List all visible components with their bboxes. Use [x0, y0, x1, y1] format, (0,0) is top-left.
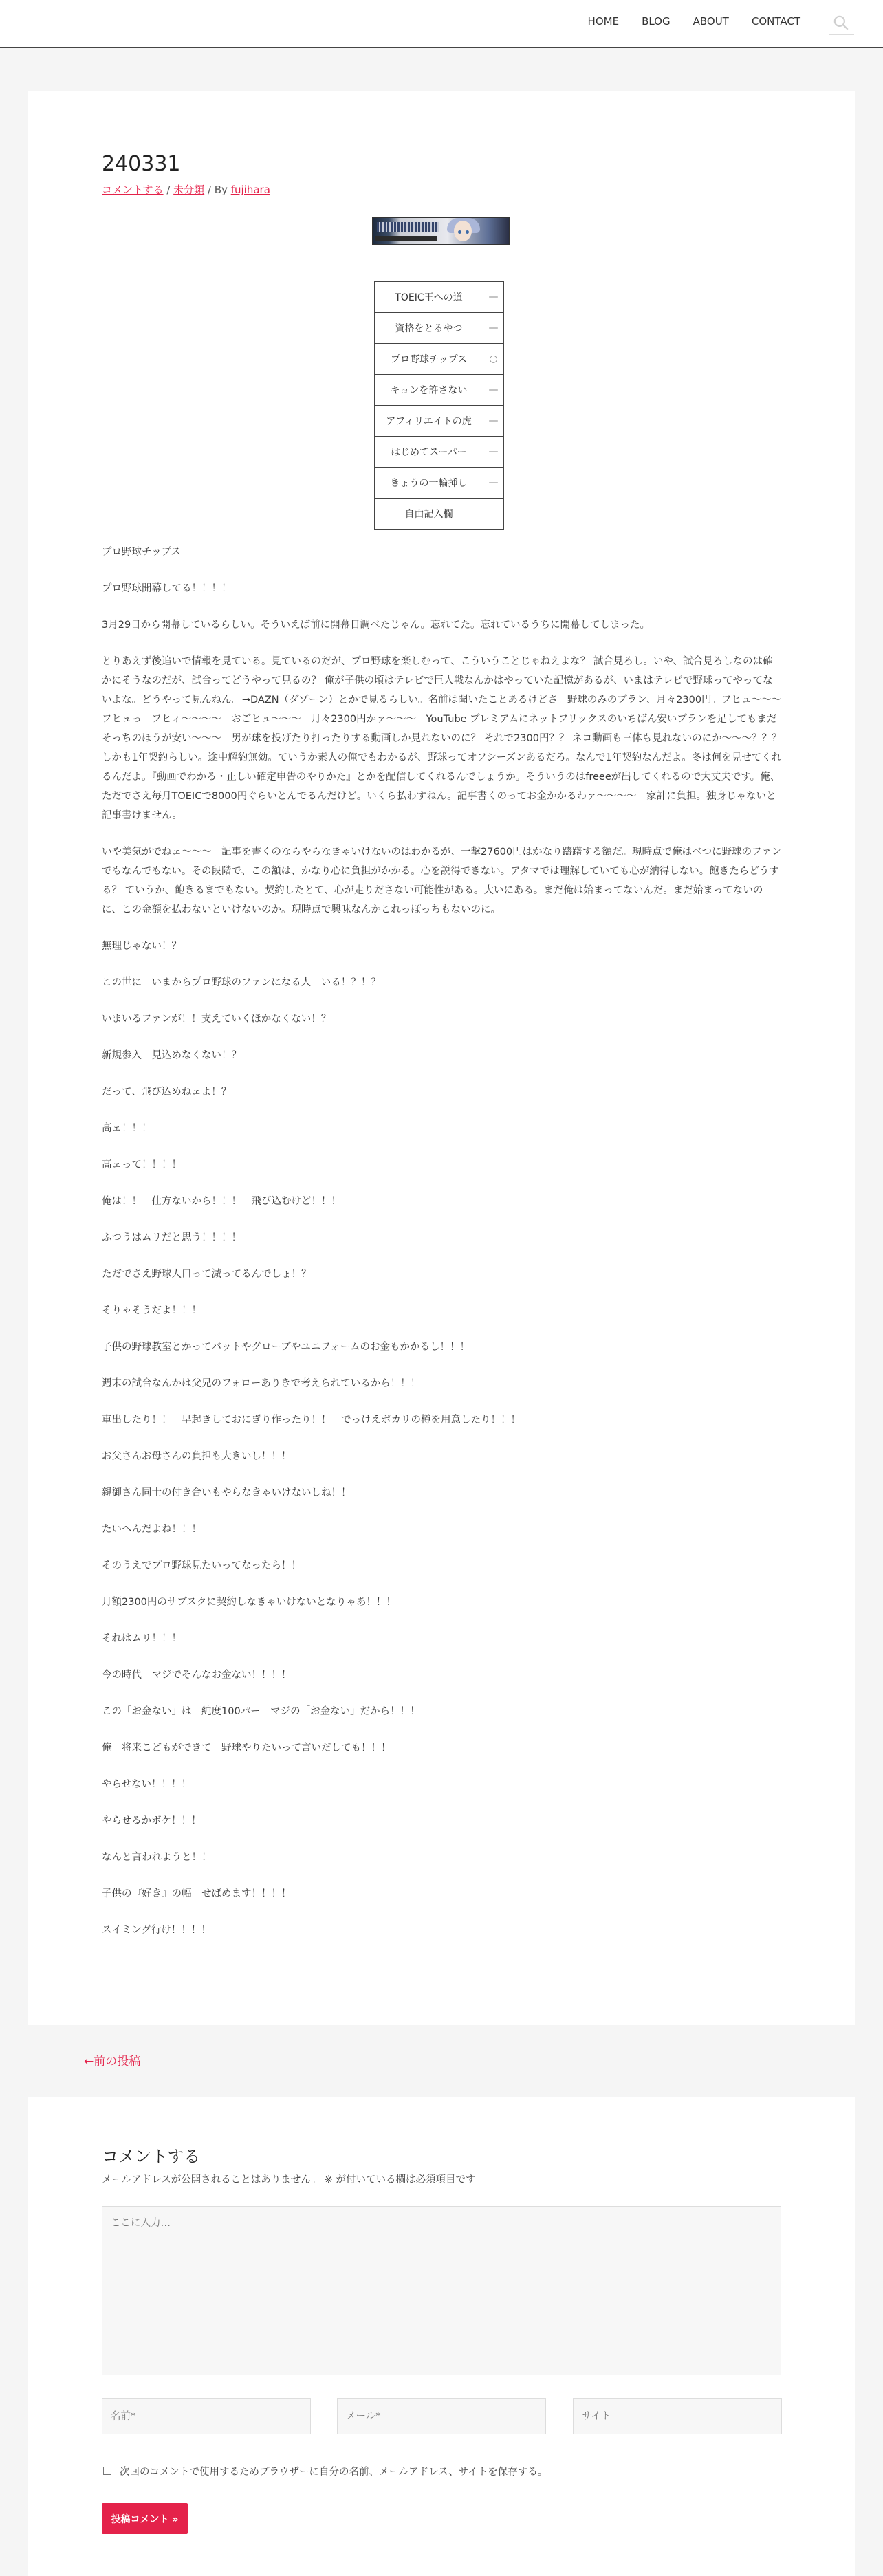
category-link[interactable]: 未分類 [173, 184, 205, 196]
body-paragraph: 高ェって！！！！ [102, 1159, 182, 1170]
body-paragraph: 子供の野球教室とかってバットやグローブやユニフォームのお金もかかるし！！！ [102, 1342, 470, 1353]
body-paragraph: 親御さん同士の付き合いもやらなきゃいけないしね！！ [102, 1487, 351, 1498]
series-name: 自由記入欄 [375, 499, 483, 530]
nav-home[interactable]: HOME [587, 15, 620, 28]
body-paragraph: とりあえず後追いで情報を見ている。見ているのだが、プロ野球を楽しむって、こういうことじゃねえよな？ 試合見ろし。いや、試合見ろしなのは確かにそうなのだが、試合ってどうやって見るの？ 俺が子供の頃はテレビで巨人戦なんかはやっていた記憶があるが、いまはテレビで野球ってやってないよな。どうやって見んねん。→DAZN（ダゾーン）とかで見るらしい。名前は聞いたことあるけどさ。野球のみのプラン、月々2300円。フヒュ〜〜〜 フヒュっ フヒィ〜〜〜〜 おごヒュ〜〜〜 月々2300円かァ〜〜〜 YouTube プレミアムにネットフリックスのいちばん安いプランを足してもまだそっちのほうが安い〜〜〜 男が球を投げたり打ったりする動画しか見れないのに？ それで2300円？？ ネコ動画も三体も見れないのにか〜〜〜？？？ しかも1年契約らしい。途中解約無効。ていうか素人の俺でもわかるが、野球ってオフシーズンあるだろ。なんで1年契約なんだよ。冬は何を見せてくれるんだよ。『動画でわかる・正しい確定申告のやりかた』とかを配信してくれるんでしょうか。そういうのはfreeeが出してくれるので大丈夫です。俺、ただでさえ毎月TOEICで8000円ぐらいとんでるんだけど。いくら払わすねん。記事書くのってお金かかるわァ〜〜〜〜 家計に負担。独身じゃないと記事書けません。 [102, 656, 792, 821]
site-field[interactable] [573, 2398, 782, 2434]
body-paragraph: なんと言われようと！！ [102, 1852, 212, 1863]
body-paragraph: 俺 将来こどもができて 野球やりたいって言いだしても！！！ [102, 1743, 391, 1754]
main-nav [588, 15, 800, 28]
series-name: TOEIC王への道 [375, 282, 483, 313]
post-title: 240331 [102, 152, 181, 176]
body-paragraph: だって、飛び込めねェよ！？ [102, 1087, 232, 1098]
body-paragraph: プロ野球チップス [102, 547, 181, 558]
comment-section [28, 2097, 855, 2576]
meta-by: / By [204, 184, 231, 196]
body-paragraph: 週末の試合なんかは父兄のフォローありきで考えられているから！！！ [102, 1378, 421, 1389]
body-paragraph: やらせるかボケ！！！ [102, 1815, 201, 1826]
series-mark: — [483, 282, 504, 313]
series-row [375, 468, 504, 499]
series-row [375, 344, 504, 375]
body-paragraph: 新規参入 見込めなくない！？ [102, 1050, 241, 1061]
body-paragraph: 俺は！！ 仕方ないから！！！ 飛び込むけど！！！ [102, 1196, 341, 1207]
series-row [375, 499, 504, 530]
submit-comment-button[interactable]: 投稿コメント » [102, 2503, 188, 2534]
series-mark [483, 499, 504, 530]
site-header [0, 0, 883, 48]
body-paragraph: そりゃそうだよ！！！ [102, 1305, 201, 1316]
nav-contact[interactable]: CONTACT [751, 15, 800, 28]
series-name: プロ野球チップス [375, 344, 483, 375]
body-paragraph: プロ野球開幕してる！！！！ [102, 583, 232, 594]
save-info-label: 次回のコメントで使用するためブラウザーに自分の名前、メールアドレス、サイトを保存する。 [120, 2467, 548, 2478]
body-paragraph: 子供の『好き』の幅 せばめます！！！！ [102, 1888, 292, 1899]
series-row [375, 313, 504, 344]
body-paragraph: 3月29日から開幕しているらしい。そういえば前に開幕日調べたじゃん。忘れてた。忘れているうちに開幕してしまった。 [102, 620, 651, 631]
body-paragraph: ただでさえ野球人口って減ってるんでしょ！？ [102, 1269, 312, 1280]
series-row [375, 437, 504, 468]
post-body [102, 543, 792, 1957]
body-paragraph: 車出したり！！ 早起きしておにぎり作ったり！！ でっけえポカリの樽を用意したり！！！ [102, 1415, 521, 1426]
header-banner-image [372, 217, 510, 245]
body-paragraph: 無理じゃない！？ [102, 941, 182, 952]
body-paragraph: スイミング行け！！！！ [102, 1925, 211, 1936]
body-paragraph: 今の時代 マジでそんなお金ない！！！！ [102, 1670, 292, 1681]
body-paragraph: お父さんお母さんの負担も大きいし！！！ [102, 1451, 292, 1462]
series-name: 資格をとるやつ [375, 313, 483, 344]
body-paragraph: いまいるファンが！！支えていくほかなくない！？ [102, 1014, 331, 1025]
body-paragraph: この「お金ない」は 純度100パー マジの「お金ない」だから！！！ [102, 1706, 420, 1717]
comment-link[interactable]: コメントする [102, 184, 164, 196]
series-name: アフィリエイトの虎 [375, 406, 483, 437]
search-icon[interactable] [832, 14, 853, 34]
series-mark: — [483, 468, 504, 499]
body-paragraph: ふつうはムリだと思う！！！！ [102, 1232, 241, 1243]
post-meta [102, 182, 270, 197]
series-row [375, 375, 504, 406]
body-paragraph: 月額2300円のサブスクに契約しなきゃいけないとなりゃあ！！！ [102, 1597, 396, 1608]
save-info-checkbox[interactable] [103, 2467, 111, 2475]
email-field[interactable] [337, 2398, 546, 2434]
body-paragraph: この世に いまからプロ野球のファンになる人 いる！？！？ [102, 977, 381, 988]
body-paragraph: やらせない！！！！ [102, 1779, 192, 1790]
name-field[interactable] [102, 2398, 311, 2434]
series-mark: — [483, 437, 504, 468]
series-name: キョンを許さない [375, 375, 483, 406]
series-mark: — [483, 406, 504, 437]
comment-title: コメントする [102, 2147, 201, 2166]
comment-note: メールアドレスが公開されることはありません。 ※ が付いている欄は必須項目です [102, 2174, 476, 2185]
body-paragraph: たいへんだよね！！！ [102, 1524, 201, 1535]
series-row [375, 406, 504, 437]
article [28, 91, 855, 2025]
body-paragraph: 高ェ！！！ [102, 1123, 152, 1134]
meta-separator: / [163, 184, 174, 196]
body-paragraph: いや美気がでねェ〜〜〜 記事を書くのならやらなきゃいけないのはわかるが、一撃27600円はかなり躊躇する額だ。現時点で俺はべつに野球のファンでもなんでもない。その段階で、この額は、かなり心に負担がかかる。心を説得できない。アタマでは理解していても心が納得しない。飽きたらどうする？ ていうか、飽きるまでもない。契約したとて、心が走りださない可能性がある。大いにある。まだ俺は始まってないんだ。まだ始まってないのに、この金額を払わないといけないのか。現時点で興味なんかこれっぽっちもないのに。 [102, 847, 782, 915]
series-row [375, 282, 504, 313]
series-mark: — [483, 375, 504, 406]
nav-about[interactable]: ABOUT [693, 15, 729, 28]
comment-textarea[interactable] [102, 2206, 781, 2375]
nav-blog[interactable]: BLOG [642, 15, 671, 28]
series-mark: ○ [483, 344, 504, 375]
series-mark: — [483, 313, 504, 344]
prev-post-link[interactable]: ←前の投稿 [84, 2055, 141, 2069]
series-table [374, 281, 504, 530]
body-paragraph: そのうえでプロ野球見たいってなったら！！ [102, 1560, 301, 1571]
series-name: はじめてスーパー [375, 437, 483, 468]
search-underline [829, 34, 854, 35]
author-link[interactable]: fujihara [230, 184, 270, 196]
body-paragraph: それはムリ！！！ [102, 1633, 182, 1644]
series-name: きょうの一輪挿し [375, 468, 483, 499]
